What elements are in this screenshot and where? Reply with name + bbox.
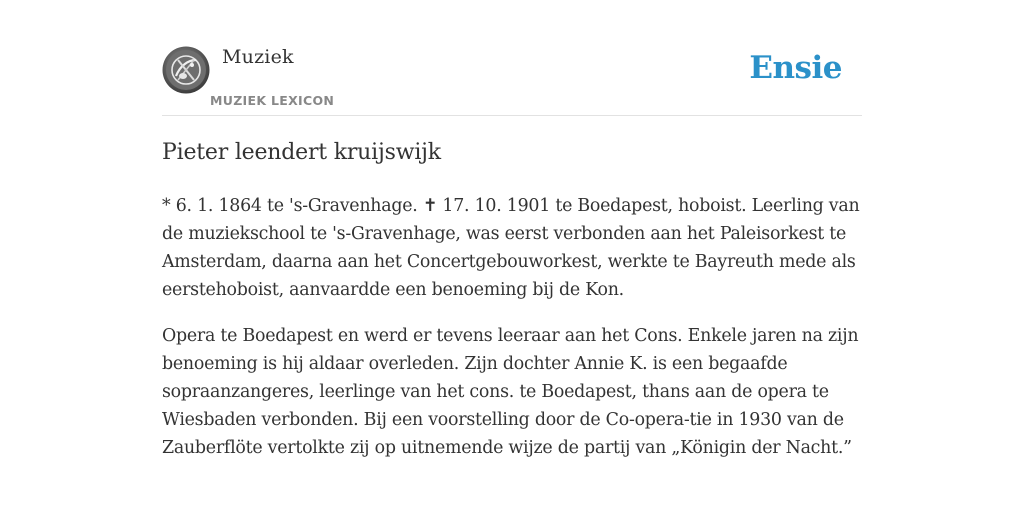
category-name[interactable]: Muziek [222, 46, 294, 68]
article-paragraph-1: * 6. 1. 1864 te 's-Gravenhage. ✝ 17. 10. 1901 te Boedapest, hoboist. Leerling van de muziekschool te 's-Gravenhage, was eerst verbonden aan het Paleisorkest te Amsterdam, daarna aan het Concertgebouworkest, werkte te Bayreuth mede als eerstehoboist, aanvaardde een benoeming bij de Kon. [162, 196, 860, 300]
category-subtitle: MUZIEK LEXICON [210, 93, 335, 108]
brand-logo-link[interactable]: Ensie [749, 50, 842, 86]
site-header [162, 40, 862, 116]
category-logo-icon[interactable] [162, 46, 210, 94]
article-title: Pieter leendert kruijswijk [162, 140, 441, 165]
article-paragraph-2: Opera te Boedapest en werd er tevens leeraar aan het Cons. Enkele jaren na zijn benoeming is hij aldaar overleden. Zijn dochter Annie K. is een begaafde sopraanzangeres, leerlinge van het cons. te Boedapest, thans aan de opera te Wiesbaden verbonden. Bij een voorstelling door de Co-opera-tie in 1930 van de Zauberflöte vertolkte zij op uitnemende wijze de partij van „Königin der Nacht.” [162, 326, 859, 458]
